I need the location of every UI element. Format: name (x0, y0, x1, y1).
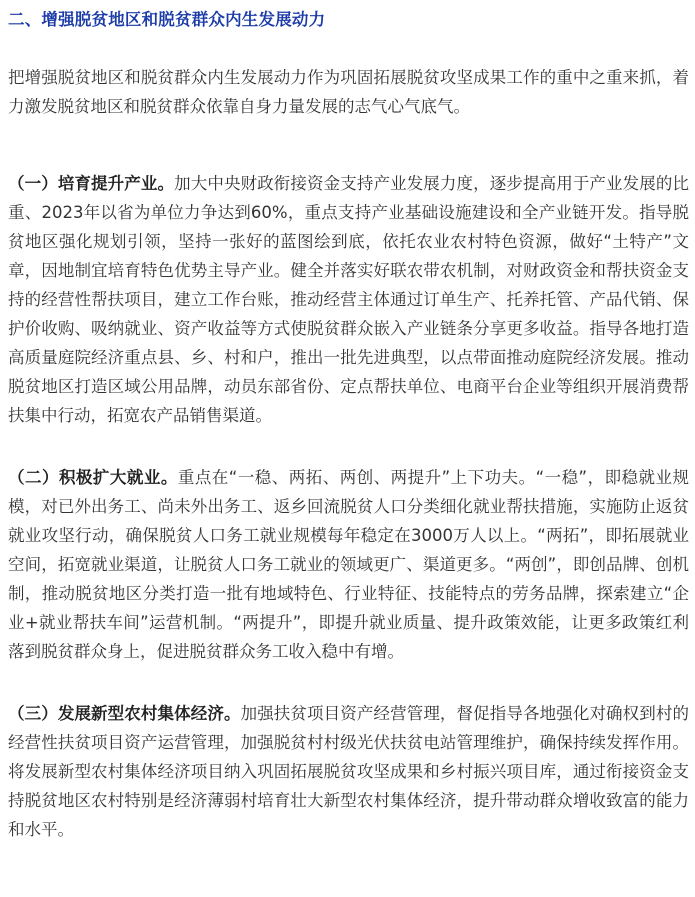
paragraph-lead-title: （三）发展新型农村集体经济。 (8, 704, 241, 723)
paragraph-lead-title: （一）培育提升产业。 (8, 174, 175, 193)
section-heading: 二、增强脱贫地区和脱贫群众内生发展动力 (8, 10, 326, 29)
intro-paragraph: 把增强脱贫地区和脱贫群众内生发展动力作为巩固拓展脱贫攻坚成果工作的重中之重来抓，着力激发脱贫地区和脱贫群众依靠自身力量发展的志气心气底气。 (8, 68, 689, 116)
paragraph-cultivate-industry (8, 169, 689, 430)
paragraph-body: 加强扶贫项目资产经营管理，督促指导各地强化对确权到村的经营性扶贫项目资产运营管理，加强脱贫村村级光伏扶贫电站管理维护，确保持续发挥作用。将发展新型农村集体经济项目纳入巩固拓展脱贫攻坚成果和乡村振兴项目库，通过衔接资金支持脱贫地区农村特别是经济薄弱村培育壮大新型农村集体经济，提升带动群众增收致富的能力和水平。 (8, 704, 690, 839)
paragraph-lead-title: （二）积极扩大就业。 (8, 468, 178, 487)
paragraph-body: 加大中央财政衔接资金支持产业发展力度，逐步提高用于产业发展的比重、2023年以省为单位力争达到60%，重点支持产业基础设施建设和全产业链开发。指导脱贫地区强化规划引领，坚持一张好的蓝图绘到底，依托农业农村特色资源，做好“土特产”文章，因地制宜培育特色优势主导产业。健全并落实好联农带农机制，对财政资金和帮扶资金支持的经营性帮扶项目，建立工作台账，推动经营主体通过订单生产、托养托管、产品代销、保护价收购、吸纳就业、资产收益等方式使脱贫群众嵌入产业链条分享更多收益。指导各地打造高质量庭院经济重点县、乡、村和户，推出一批先进典型，以点带面推动庭院经济发展。推动脱贫地区打造区域公用品牌，动员东部省份、定点帮扶单位、电商平台企业等组织开展消费帮扶集中行动，拓宽农产品销售渠道。 (8, 174, 690, 425)
paragraph-expand-employment (8, 463, 689, 666)
paragraph-body: 重点在“一稳、两拓、两创、两提升”上下功夫。“一稳”，即稳就业规模，对已外出务工、尚未外出务工、返乡回流脱贫人口分类细化就业帮扶措施，实施防止返贫就业攻坚行动，确保脱贫人口务工就业规模每年稳定在3000万人以上。“两拓”，即拓展就业空间，拓宽就业渠道，让脱贫人口务工就业的领域更广、渠道更多。“两创”，即创品牌、创机制，推动脱贫地区分类打造一批有地域特色、行业特征、技能特点的劳务品牌，探索建立“企业+就业帮扶车间”运营机制。“两提升”，即提升就业质量、提升政策效能，让更多政策红利落到脱贫群众身上，促进脱贫群众务工收入稳中有增。 (8, 468, 690, 661)
paragraph-collective-economy (8, 699, 689, 844)
